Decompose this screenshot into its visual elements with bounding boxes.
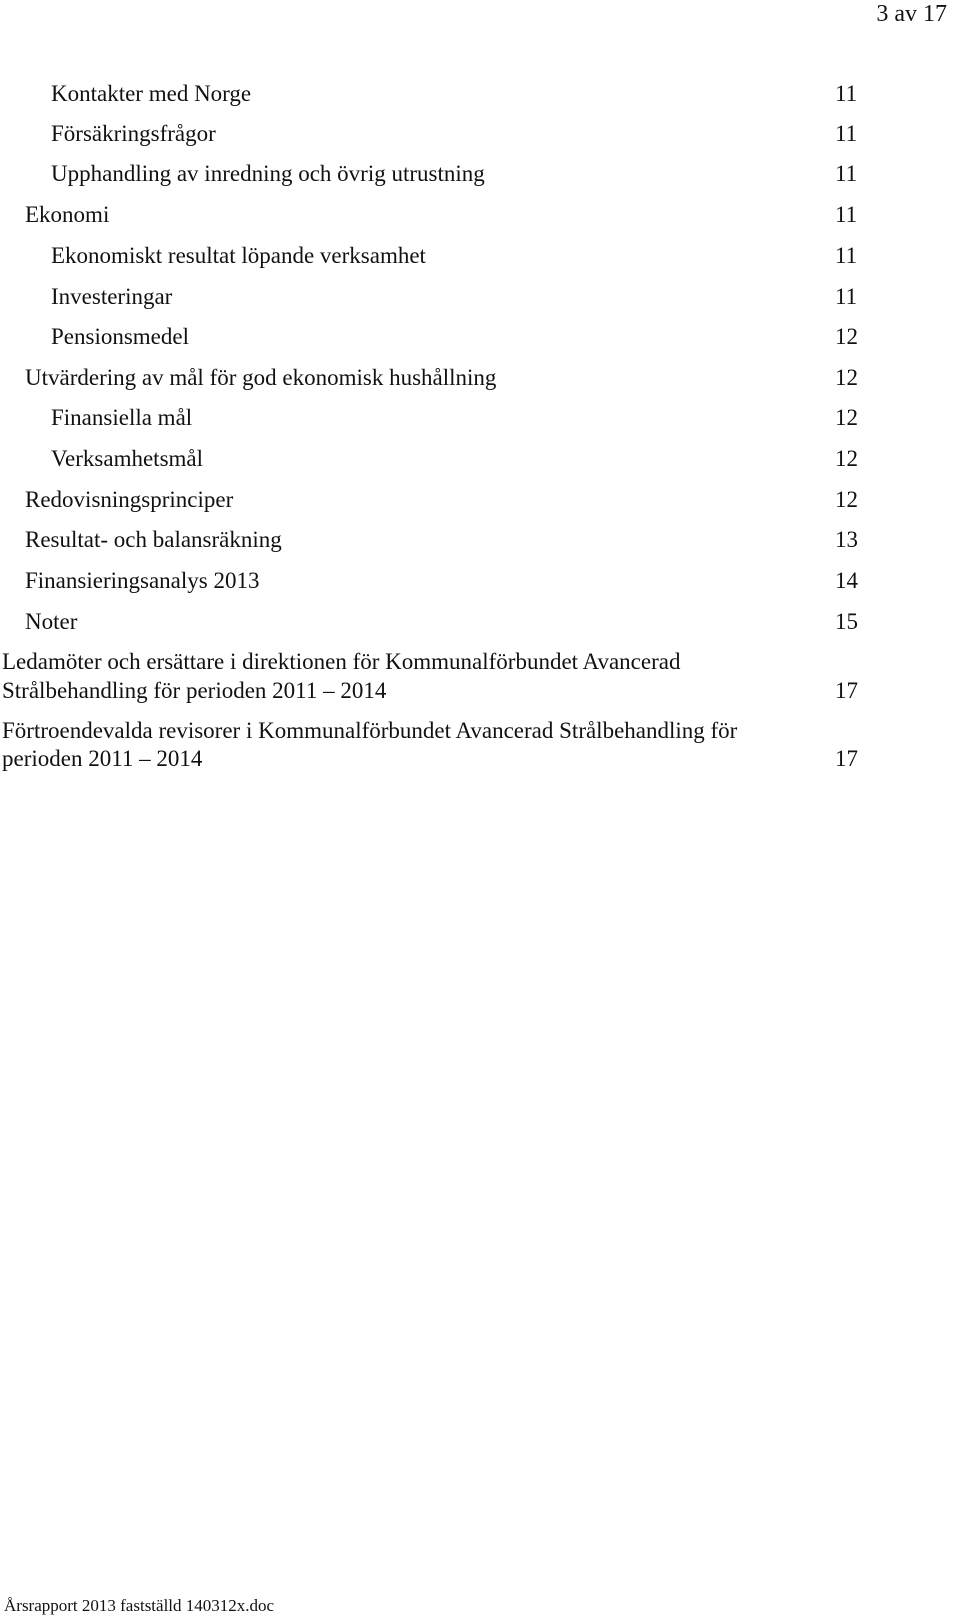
toc-entry-page: 11 (835, 81, 858, 106)
toc-entry-page: 15 (835, 609, 858, 634)
toc-entry-title: Redovisningsprinciper (25, 487, 234, 512)
toc-entry-page: 11 (835, 121, 858, 146)
toc-entry-page: 14 (835, 568, 858, 593)
toc-entry-page: 11 (835, 284, 858, 309)
toc-entry-title: Försäkringsfrågor (51, 121, 216, 146)
toc-entry-page: 11 (835, 202, 858, 227)
toc-entry-title-line: perioden 2011 – 2014 (2, 746, 203, 771)
toc-entry-page: 13 (835, 527, 858, 552)
toc-entry-title-line: Förtroendevalda revisorer i Kommunalförbundet Avancerad Strålbehandling för (2, 718, 738, 743)
toc-entry-title: Investeringar (51, 284, 173, 309)
toc-entry-page: 11 (835, 243, 858, 268)
toc-entry-title: Pensionsmedel (51, 324, 189, 349)
toc-entry-title: Utvärdering av mål för god ekonomisk hushållning (25, 365, 497, 390)
toc-entry-title: Kontakter med Norge (51, 81, 252, 106)
footer-filename: Årsrapport 2013 fastställd 140312x.doc (4, 1596, 275, 1615)
toc-entry-title: Finansieringsanalys 2013 (25, 568, 260, 593)
toc-entry-title: Ekonomi (25, 202, 110, 227)
toc-entry-title: Verksamhetsmål (51, 446, 204, 471)
toc-entry-page: 11 (835, 161, 858, 186)
toc-entry-title: Upphandling av inredning och övrig utrustning (51, 161, 485, 186)
toc-entry-page: 12 (835, 324, 858, 349)
toc-entry-page: 17 (835, 678, 858, 703)
toc-entry-title: Finansiella mål (51, 405, 193, 430)
toc-entry-title: Ekonomiskt resultat löpande verksamhet (51, 243, 426, 268)
toc-entry-title: Noter (25, 609, 78, 634)
toc-entry-page: 12 (835, 446, 858, 471)
toc-entry-page: 12 (835, 365, 858, 390)
toc-entry-page: 17 (835, 746, 858, 771)
page-number: 3 av 17 (876, 1, 947, 27)
toc-entry-title: Resultat- och balansräkning (25, 527, 282, 552)
toc-entry-page: 12 (835, 405, 858, 430)
toc-entry-title-line: Ledamöter och ersättare i direktionen för Kommunalförbundet Avancerad (2, 649, 681, 674)
toc-entry-page: 12 (835, 487, 858, 512)
toc-entry-title-line: Strålbehandling för perioden 2011 – 2014 (2, 678, 387, 703)
